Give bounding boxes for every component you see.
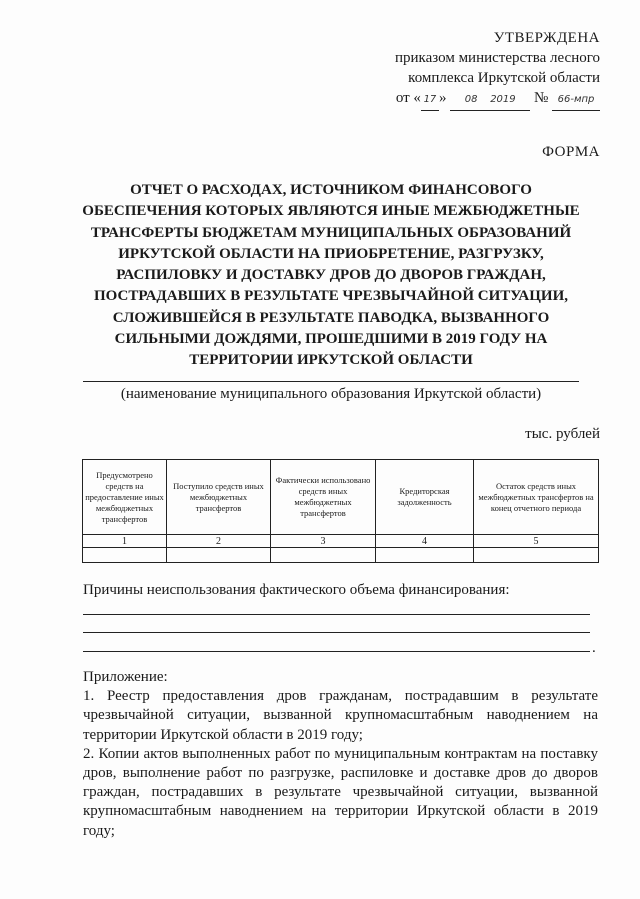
approval-line-2: комплекса Иркутской области	[408, 70, 600, 86]
approval-title: УТВЕРЖДЕНА	[493, 30, 600, 46]
form-label: ФОРМА	[542, 144, 600, 160]
order-month-year	[450, 90, 530, 111]
municipality-fill-line[interactable]	[83, 381, 579, 382]
title-line: ТРАНСФЕРТЫ БЮДЖЕТАМ МУНИЦИПАЛЬНЫХ ОБРАЗОВАНИЙ	[90, 224, 572, 241]
title-line: ПОСТРАДАВШИХ В РЕЗУЛЬТАТЕ ЧРЕЗВЫЧАЙНОЙ СИТУАЦИИ,	[94, 288, 568, 305]
report-title	[78, 180, 584, 372]
appendix-heading: Приложение:	[83, 669, 168, 685]
title-line: ОТЧЕТ О РАСХОДАХ, ИСТОЧНИКОМ ФИНАНСОВОГО	[130, 182, 532, 198]
table-cell[interactable]	[271, 548, 376, 563]
table-cell[interactable]	[376, 548, 474, 563]
finance-table	[82, 459, 599, 563]
approval-line-1: приказом министерства лесного	[395, 50, 600, 66]
order-number: 66-мпр	[552, 90, 600, 111]
appendix	[83, 668, 598, 841]
number-sign: №	[533, 90, 549, 106]
header-received: Поступило средств иных межбюджетных трансфертов	[167, 460, 271, 535]
column-number: 1	[83, 535, 167, 548]
from-label: от «	[395, 90, 421, 106]
table-row[interactable]	[83, 548, 599, 563]
column-number: 4	[376, 535, 474, 548]
column-number: 5	[474, 535, 599, 548]
table-header-row	[83, 460, 599, 535]
end-dot: .	[592, 640, 596, 656]
appendix-item-2: 2. Копии актов выполненных работ по муниципальным контрактам на поставку дров, выполнение работ по разгрузке, распиловке и доставке дров до дворов граждан, пострадавших в результате чрезвычайной ситуации, вызванной крупномасштабным наводнением на территории Иркутской области в 2019 году;	[83, 745, 598, 839]
title-line: РАСПИЛОВКУ И ДОСТАВКУ ДРОВ ДО ДВОРОВ ГРАЖДАН,	[116, 267, 546, 284]
column-number: 3	[271, 535, 376, 548]
order-day: 17	[421, 90, 439, 111]
table-cell[interactable]	[167, 548, 271, 563]
order-date-line	[340, 88, 600, 111]
header-planned: Предусмотрено средств на предоставление иных межбюджетных трансфертов	[83, 460, 167, 535]
close-quote: »	[438, 90, 447, 106]
table-cell[interactable]	[83, 548, 167, 563]
header-balance: Остаток средств иных межбюджетных трансфертов на конец отчетного периода	[474, 460, 599, 535]
approval-stamp	[340, 28, 600, 111]
table-number-row	[83, 535, 599, 548]
title-line: ТЕРРИТОРИИ ИРКУТСКОЙ ОБЛАСТИ	[189, 352, 473, 369]
reasons-label: Причины неиспользования фактического объема финансирования:	[83, 582, 510, 598]
header-payables: Кредиторская задолженность	[376, 460, 474, 535]
order-month: 08	[464, 94, 478, 105]
title-line: ИРКУТСКОЙ ОБЛАСТИ НА ПРИОБРЕТЕНИЕ, РАЗГРУЗКУ,	[118, 245, 544, 262]
reasons-fill-line[interactable]	[83, 614, 590, 615]
header-used: Фактически использовано средств иных межбюджетных трансфертов	[271, 460, 376, 535]
title-line: ОБЕСПЕЧЕНИЯ КОТОРЫХ ЯВЛЯЮТСЯ ИНЫЕ МЕЖБЮДЖЕТНЫЕ	[82, 203, 580, 220]
table-cell[interactable]	[474, 548, 599, 563]
title-line: СЛОЖИВШЕЙСЯ В РЕЗУЛЬТАТЕ ПАВОДКА, ВЫЗВАННОГО	[112, 309, 550, 326]
units-label: тыс. рублей	[525, 426, 600, 442]
reasons-fill-line[interactable]	[83, 632, 590, 633]
order-year: 2019	[490, 94, 516, 105]
reasons-fill-line[interactable]	[83, 651, 590, 652]
title-line: СИЛЬНЫМИ ДОЖДЯМИ, ПРОШЕДШИМИ В 2019 ГОДУ НА	[114, 331, 548, 348]
appendix-item-1: 1. Реестр предоставления дров гражданам, пострадавшим в результате чрезвычайной ситуации, вызванной крупномасштабным наводнением на территории Иркутской области в 2019 году;	[83, 688, 598, 743]
municipality-caption: (наименование муниципального образования Иркутской области)	[120, 386, 542, 402]
column-number: 2	[167, 535, 271, 548]
